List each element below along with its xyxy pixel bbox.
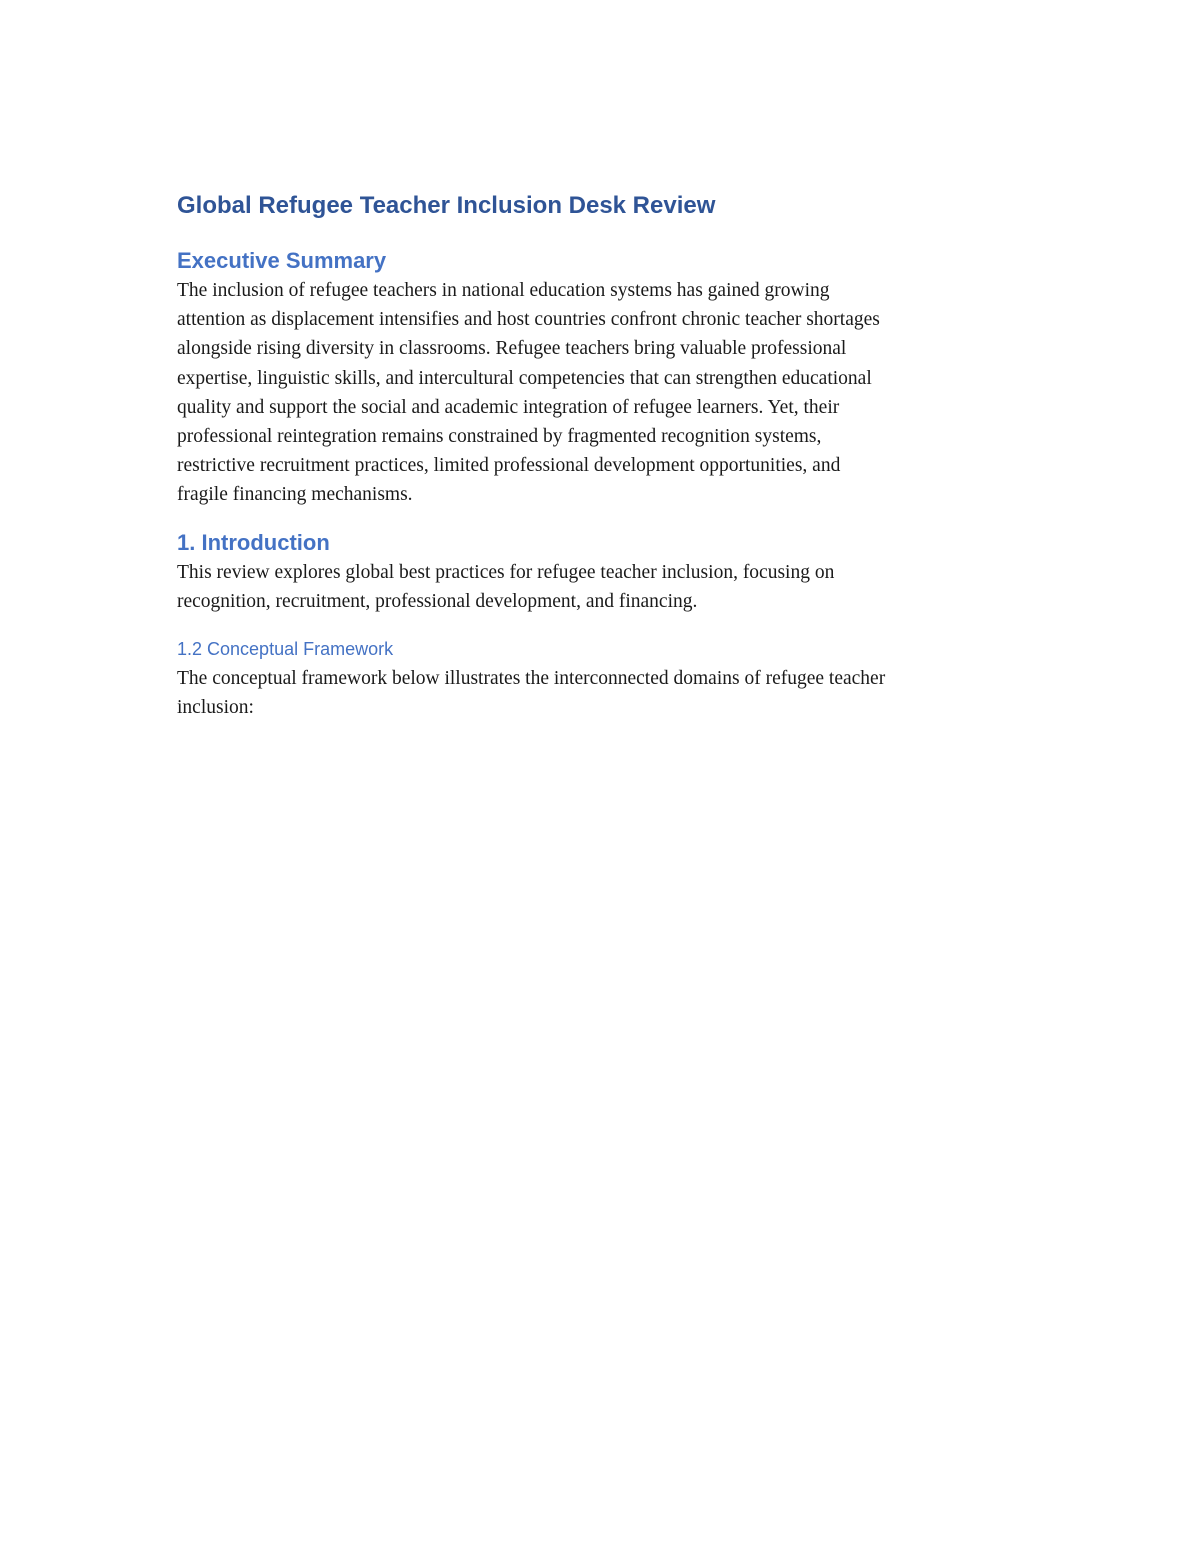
paragraph-line: The conceptual framework below illustrates the interconnected domains of refugee teacher: [177, 668, 886, 690]
paragraph-line: attention as displacement intensifies and host countries confront chronic teacher shortages: [177, 309, 880, 331]
executive-summary-paragraph: [177, 276, 1037, 510]
paragraph-line: The inclusion of refugee teachers in national education systems has gained growing: [177, 280, 830, 301]
conceptual-framework-heading: 1.2 Conceptual Framework: [177, 639, 394, 660]
paragraph-line: fragile financing mechanisms.: [177, 484, 413, 506]
paragraph-line: recognition, recruitment, professional development, and financing.: [177, 590, 698, 612]
paragraph-line: quality and support the social and academic integration of refugee learners. Yet, their: [177, 396, 840, 418]
document-content: [177, 190, 1037, 722]
document-title: Global Refugee Teacher Inclusion Desk Review: [177, 192, 716, 219]
paragraph-line: restrictive recruitment practices, limited professional development opportunities, and: [177, 455, 841, 477]
paragraph-line: This review explores global best practices for refugee teacher inclusion, focusing on: [177, 561, 835, 583]
paragraph-line: professional reintegration remains constrained by fragmented recognition systems,: [177, 426, 822, 448]
paragraph-line: inclusion:: [177, 697, 254, 719]
paragraph-line: alongside rising diversity in classrooms. Refugee teachers bring valuable professional: [177, 338, 847, 360]
introduction-heading: 1. Introduction: [177, 529, 330, 555]
conceptual-framework-paragraph: [177, 664, 1037, 722]
executive-summary-heading: Executive Summary: [177, 248, 387, 273]
introduction-paragraph: [177, 558, 1037, 616]
paragraph-line: expertise, linguistic skills, and intercultural competencies that can strengthen educational: [177, 367, 872, 389]
